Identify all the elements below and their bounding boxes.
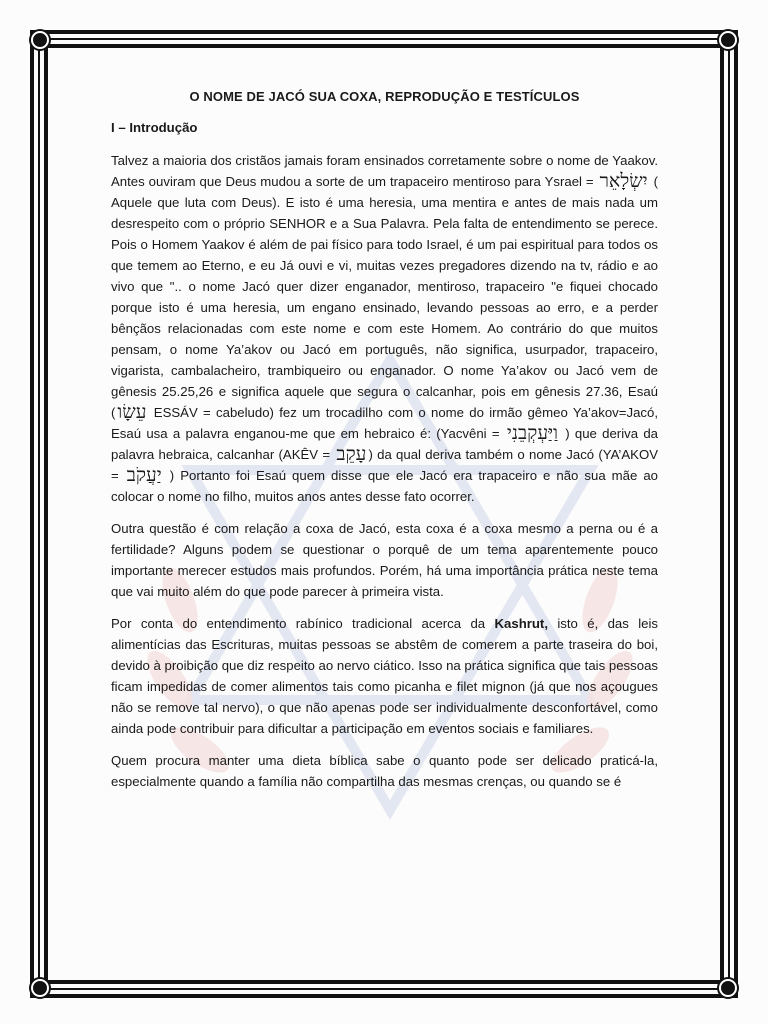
kashrut-term: Kashrut, bbox=[494, 616, 548, 631]
hebrew-word-yaakov: יַעֲקֹב bbox=[126, 464, 162, 486]
document-body bbox=[111, 86, 658, 803]
paragraph-1-text-c: ESSÁV = cabeludo) fez um trocadilho com o nome do irmão gêmeo Ya’akov=Jacó, Esaú usa a palavra enganou-me que em hebraico é: (Yacvêni = bbox=[111, 405, 658, 441]
paragraph-2: Outra questão é com relação a coxa de Jacó, esta coxa é a coxa mesmo a perna ou é a fertilidade? Alguns podem se questionar o porquê de um tema aparentemente pouco importante merecer estudos mais profundos. Porém, há uma importância prática neste tema que vai muito além do que pode parecer à primeira vista. bbox=[111, 521, 658, 599]
corner-ornament-top-right bbox=[719, 31, 737, 49]
paragraph-3-text-b: isto é, das leis alimentícias das Escrituras, muitas pessoas se abstêm de comerem a parte traseira do boi, devido à proibição que diz respeito ao nervo ciático. Isso na prática significa que tais pessoas ficam impedidas de comer alimentos tais como picanha e filet mignon (já que nos açougues não se remove tal nervo), o que não apenas pode ser individualmente desconfortável, como ainda pode contribuir para dificultar a participação em eventos sociais e familiares. bbox=[111, 616, 658, 736]
paragraph-3-text-a: Por conta do entendimento rabínico tradicional acerca da bbox=[111, 616, 495, 631]
document-title: O NOME DE JACÓ SUA COXA, REPRODUÇÃO E TESTÍCULOS bbox=[189, 89, 580, 104]
paragraph-1-text-b: ( Aquele que luta com Deus). E isto é uma heresia, uma mentira e antes de mais nada um desrespeito com o próprio SENHOR e a Sua Palavra. Pela falta de entendimento se perece. Pois o Homem Yaakov é além de pai físico para todo Israel, é um pai espiritual para todos os que temem ao Eterno, e eu Já ouvi e vi, muitas vezes pregadores dizendo na tv, rádio e ao vivo que ".. o nome Jacó quer dizer enganador, mentiroso, trapaceiro "e fiquei chocado porque isto é uma heresia, um engano ensinado, levando pessoas ao erro, e a perder bênçãos relacionadas com este nome e com este Homem. Ao contrário do que muitos pensam, o nome Ya’akov ou Jacó em português, não significa, usurpador, trapaceiro, vigarista, cambalacheiro, trambiqueiro ou enganador. O nome Ya’akov ou Jacó vem de gênesis 25.25,26 e significa aquele que segura o calcanhar, pois em gênesis 27.36, Esaú ( bbox=[111, 174, 658, 420]
paragraph-1-text-d: ) que deriva da palavra hebraica, calcanhar (AKÊV = bbox=[111, 426, 658, 462]
hebrew-word-akev: עָקֵב bbox=[336, 443, 367, 465]
hebrew-word-yacveni: וַיַּעְקְבֵנִי bbox=[506, 422, 558, 444]
paragraph-1-text-e: ) da qual deriva também o nome Jacó (YA’AKOV = bbox=[111, 447, 658, 483]
paragraph-1 bbox=[111, 150, 658, 507]
hebrew-word-essav: עֵשָׂו bbox=[117, 401, 147, 423]
paragraph-3 bbox=[111, 613, 658, 739]
corner-ornament-bottom-left bbox=[31, 979, 49, 997]
paragraph-4: Quem procura manter uma dieta bíblica sabe o quanto pode ser delicado praticá-la, especialmente quando a família não compartilha das mesmas crenças, ou quando se é bbox=[111, 753, 658, 789]
corner-ornament-bottom-right bbox=[719, 979, 737, 997]
hebrew-word-ysrael: יִשְׂלָאֵר bbox=[599, 170, 648, 192]
paragraph-1-text-f: ) Portanto foi Esaú quem disse que ele Jacó era trapaceiro e não sua mãe ao colocar o nome no filho, muitos anos antes desse fato ocorrer. bbox=[111, 468, 658, 504]
paragraph-1-text-a: Talvez a maioria dos cristãos jamais foram ensinados corretamente sobre o nome de Yaakov. Antes ouviram que Deus mudou a sorte de um trapaceiro mentiroso para Ysrael = bbox=[111, 153, 658, 189]
section-heading: I – Introdução bbox=[111, 120, 198, 135]
corner-ornament-top-left bbox=[31, 31, 49, 49]
